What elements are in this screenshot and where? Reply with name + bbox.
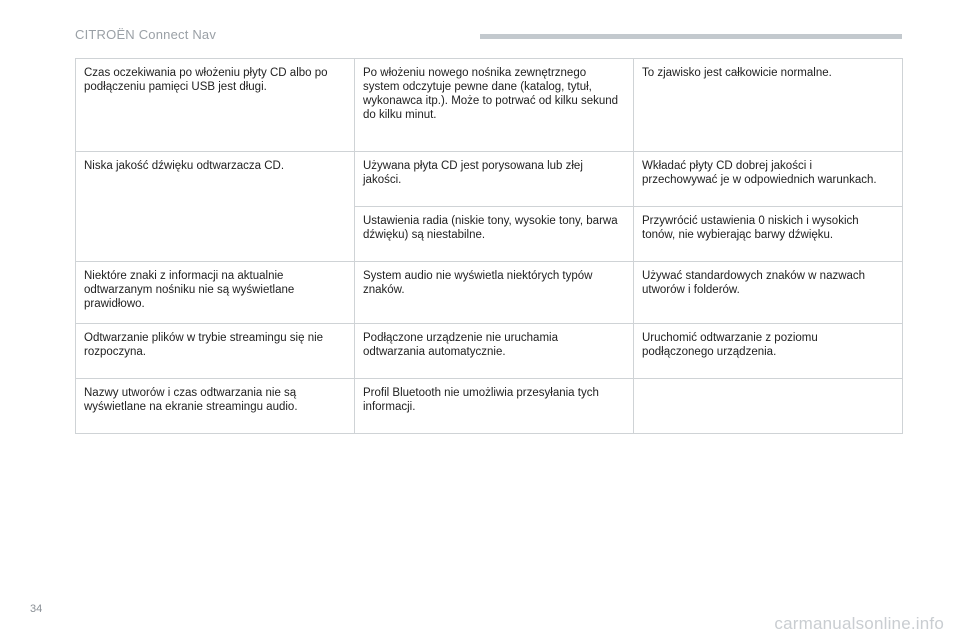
table-cell-cause: System audio nie wyświetla niektórych typów znaków. bbox=[355, 262, 634, 324]
table-row bbox=[76, 59, 903, 152]
table-cell-cause: Profil Bluetooth nie umożliwia przesyłania tych informacji. bbox=[355, 379, 634, 434]
table-cell-solution: Używać standardowych znaków w nazwach utworów i folderów. bbox=[634, 262, 903, 324]
table-cell-issue: Odtwarzanie plików w trybie streamingu się nie rozpoczyna. bbox=[76, 324, 355, 379]
table-cell-issue: Niektóre znaki z informacji na aktualnie odtwarzanym nośniku nie są wyświetlane prawidłowo. bbox=[76, 262, 355, 324]
table-cell-cause: Ustawienia radia (niskie tony, wysokie tony, barwa dźwięku) są niestabilne. bbox=[355, 207, 634, 262]
page-number: 34 bbox=[30, 603, 43, 615]
table-row bbox=[76, 324, 903, 379]
table-cell-issue: Niska jakość dźwięku odtwarzacza CD. bbox=[76, 152, 355, 262]
table-row bbox=[76, 152, 903, 207]
table-cell-solution: To zjawisko jest całkowicie normalne. bbox=[634, 59, 903, 152]
table-row bbox=[76, 379, 903, 434]
watermark-text: carmanualsonline.info bbox=[774, 614, 944, 633]
header-divider-bar bbox=[480, 34, 902, 39]
table-cell-solution bbox=[634, 379, 903, 434]
table-row bbox=[76, 262, 903, 324]
table-cell-solution: Przywrócić ustawienia 0 niskich i wysokich tonów, nie wybierając barwy dźwięku. bbox=[634, 207, 903, 262]
table-cell-solution: Wkładać płyty CD dobrej jakości i przechowywać je w odpowiednich warunkach. bbox=[634, 152, 903, 207]
table-cell-issue: Czas oczekiwania po włożeniu płyty CD albo po podłączeniu pamięci USB jest długi. bbox=[76, 59, 355, 152]
table-cell-cause: Po włożeniu nowego nośnika zewnętrznego system odczytuje pewne dane (katalog, tytuł, wykonawca itp.). Może to potrwać od kilku sekund do kilku minut. bbox=[355, 59, 634, 152]
table-cell-cause: Podłączone urządzenie nie uruchamia odtwarzania automatycznie. bbox=[355, 324, 634, 379]
troubleshooting-table bbox=[75, 58, 903, 434]
table-cell-issue: Nazwy utworów i czas odtwarzania nie są wyświetlane na ekranie streamingu audio. bbox=[76, 379, 355, 434]
table-cell-solution: Uruchomić odtwarzanie z poziomu podłączonego urządzenia. bbox=[634, 324, 903, 379]
table-cell-cause: Używana płyta CD jest porysowana lub złej jakości. bbox=[355, 152, 634, 207]
page-header-title: CITROËN Connect Nav bbox=[75, 27, 217, 42]
